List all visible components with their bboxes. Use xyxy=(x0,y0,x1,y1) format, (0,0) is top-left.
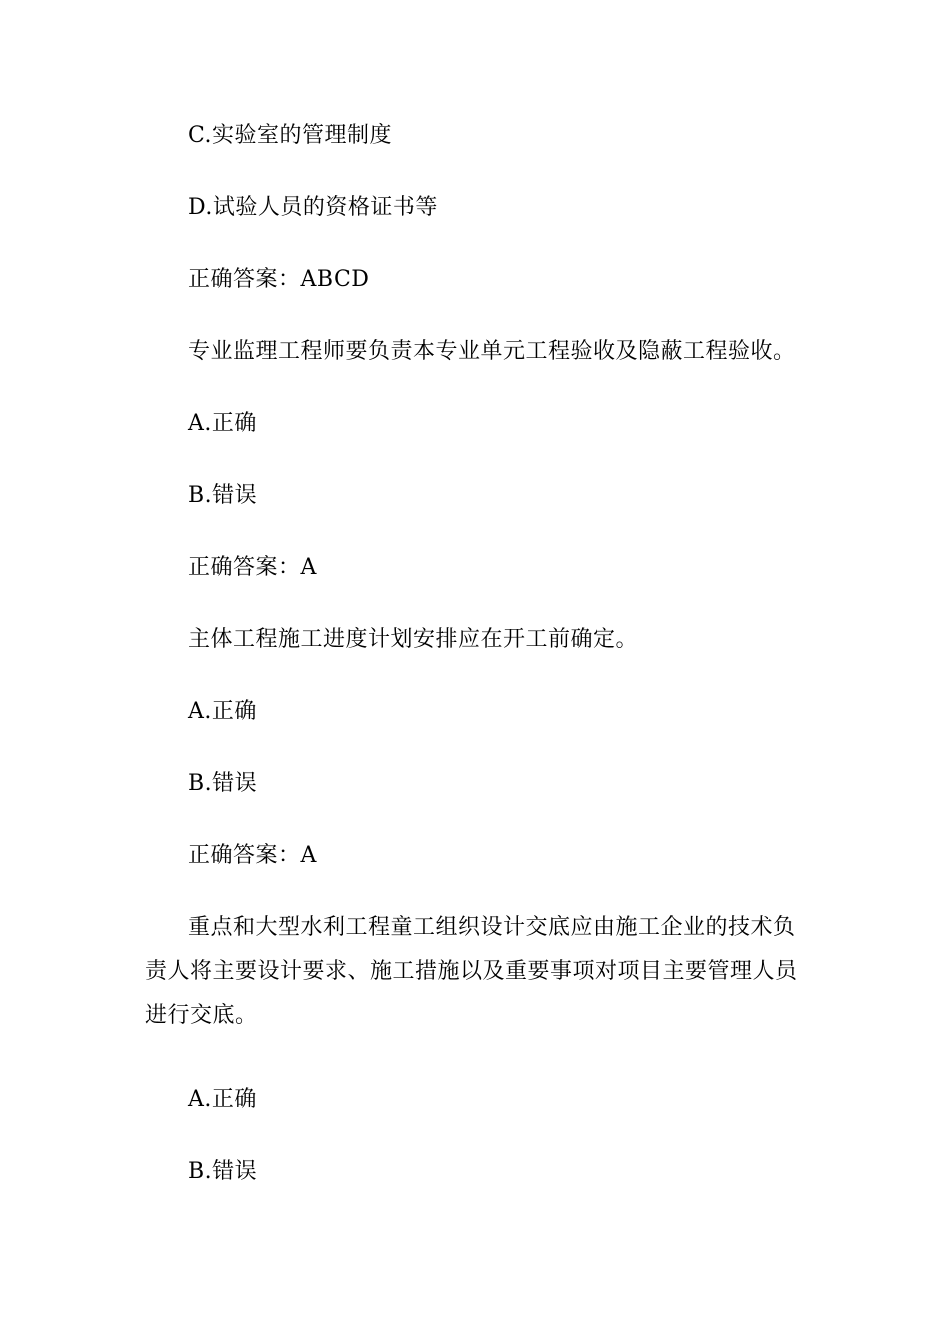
question-design-briefing-text: 重点和大型水利工程童工组织设计交底应由施工企业的技术负责人将主要设计要求、施工措施以及重要事项对项目主要管理人员进行交底。 xyxy=(145,915,798,1028)
option-c-lab-rules: C.实验室的管理制度 xyxy=(188,123,393,148)
question-supervision: 专业监理工程师要负责本专业单元工程验收及隐蔽工程验收。 xyxy=(188,339,796,364)
option-a-correct-2: A.正确 xyxy=(188,699,257,724)
answer-line-2: 正确答案：A xyxy=(188,555,317,580)
option-a-correct-1: A.正确 xyxy=(188,411,257,436)
option-b-wrong-1: B.错误 xyxy=(188,483,258,508)
option-a-correct-3: A.正确 xyxy=(188,1087,257,1112)
option-b-wrong-2: B.错误 xyxy=(188,771,258,796)
question-design-briefing xyxy=(145,906,815,1038)
answer-line-3: 正确答案：A xyxy=(188,843,317,868)
answer-line-1: 正确答案：ABCD xyxy=(188,267,370,292)
question-schedule: 主体工程施工进度计划安排应在开工前确定。 xyxy=(188,627,639,652)
option-b-wrong-3: B.错误 xyxy=(188,1159,258,1184)
option-d-certificates: D.试验人员的资格证书等 xyxy=(188,195,438,220)
